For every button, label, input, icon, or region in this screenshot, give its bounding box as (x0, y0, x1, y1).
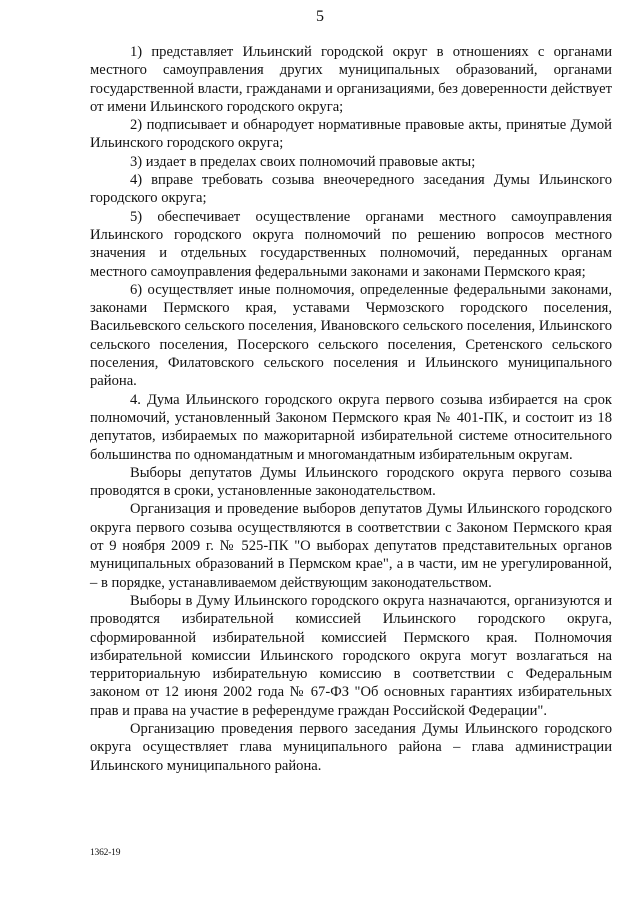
paragraph: Выборы депутатов Думы Ильинского городского округа первого созыва проводятся в сроки, установленные законодательством. (90, 464, 612, 500)
paragraph: 5) обеспечивает осуществление органами местного самоуправления Ильинского городского округа полномочий по решению вопросов местного значения и отдельных государственных полномочий, переданных органам местного самоуправления федеральными законами и законами Пермского края; (90, 208, 612, 280)
paragraph: 4. Дума Ильинского городского округа первого созыва избирается на срок полномочий, установленный Законом Пермского края № 401-ПК, и состоит из 18 депутатов, избираемых по мажоритарной избирательной системе относительного большинства по одномандатным и многомандатным избирательным округам. (90, 391, 612, 463)
paragraph: 2) подписывает и обнародует нормативные правовые акты, принятые Думой Ильинского городского округа; (90, 117, 612, 152)
paragraph: Выборы в Думу Ильинского городского округа назначаются, организуются и проводятся избирательной комиссией Ильинского городского округа, сформированной избирательной комиссией Пермского края. Полномочия избирательной комиссии Ильинского городского округа могут возлагаться на территориальную избирательную комиссию в соответствии с Федеральным законом от 12 июня 2002 года № 67-ФЗ "Об основных гарантиях избирательных прав и права на участие в референдуме граждан Российской Федерации". (90, 592, 612, 719)
paragraph: Организация и проведение выборов депутатов Думы Ильинского городского округа первого созыва осуществляются в соответствии с Законом Пермского края от 9 ноября 2009 г. № 525-ПК "О выборах депутатов представительных органов муниципальных образований в Пермском крае", а в части, им не урегулированной, – в порядке, устанавливаемом действующим законодательством. (90, 501, 612, 591)
paragraph: Организацию проведения первого заседания Думы Ильинского городского округа осуществляет глава муниципального района – глава администрации Ильинского муниципального района. (90, 720, 612, 774)
paragraph: 6) осуществляет иные полномочия, определенные федеральными законами, законами Пермского края, уставами Чермозского городского поселения, Васильевского сельского поселения, Ивановского сельского поселения, Ильинского сельского поселения, Посерского сельского поселения, Сретенского сельского поселения, Филатовского сельского поселения и Ильинского муниципального района. (90, 281, 612, 390)
paragraph: 3) издает в пределах своих полномочий правовые акты; (130, 153, 476, 170)
document-body (90, 43, 612, 775)
document-code: 1362-19 (90, 848, 121, 858)
paragraph: 1) представляет Ильинский городской округ в отношениях с органами местного самоуправления других муниципальных образований, органами государственной власти, гражданами и организациями, без доверенности действует от имени Ильинского городского округа; (90, 44, 612, 115)
page-number: 5 (316, 8, 324, 25)
paragraph: 4) вправе требовать созыва внеочередного заседания Думы Ильинского городского округа; (90, 172, 612, 207)
